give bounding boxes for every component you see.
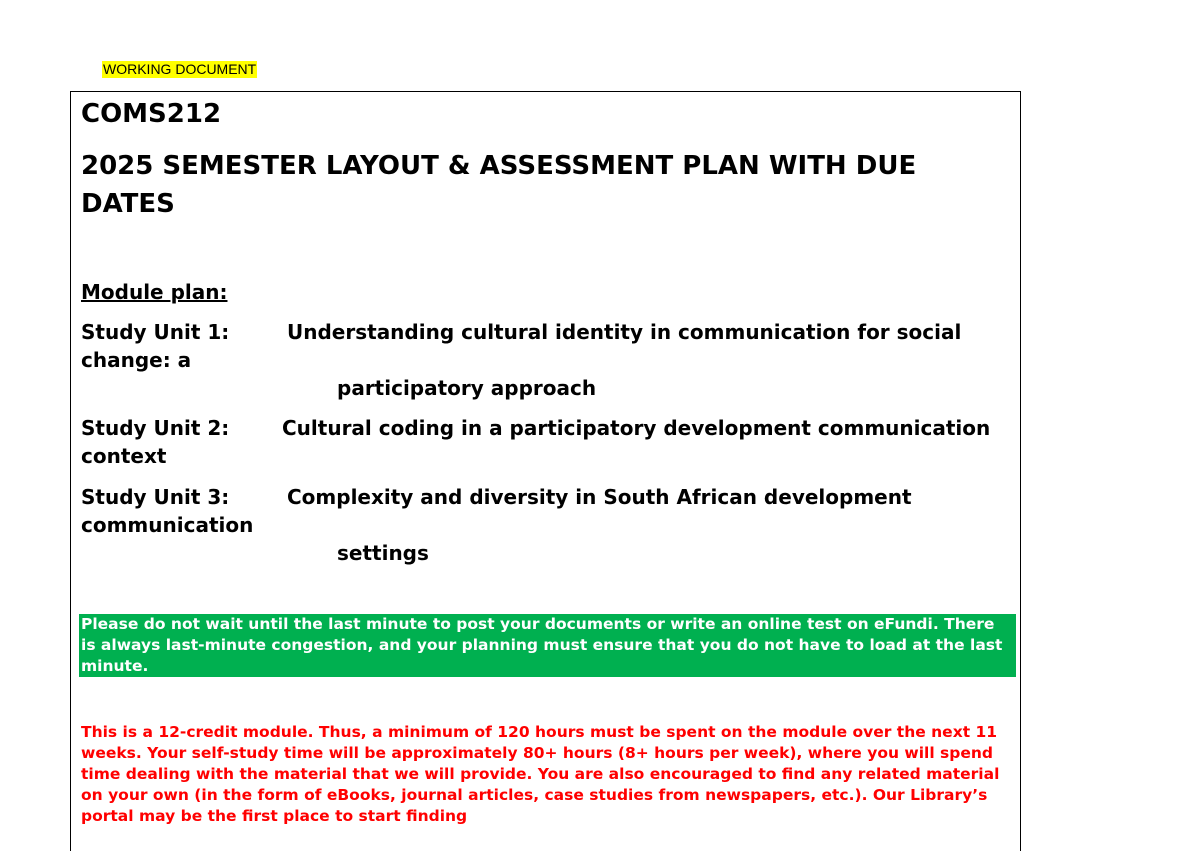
upload-warning-notice: Please do not wait until the last minute to post your documents or write an online test on eFundi. There is always last-minute congestion, and your planning must ensure that you do not have to load at the last minute. — [79, 614, 1016, 677]
study-unit-continuation: participatory approach — [337, 376, 597, 400]
study-unit-label: Study Unit 1: — [81, 320, 230, 344]
document-title: 2025 SEMESTER LAYOUT & ASSESSMENT PLAN WITH DUE DATES — [81, 151, 917, 219]
course-code: COMS212 — [81, 99, 222, 129]
working-document-label: WORKING DOCUMENT — [103, 61, 257, 77]
study-unit-label: Study Unit 3: — [81, 485, 230, 509]
credit-hours-note: This is a 12-credit module. Thus, a minimum of 120 hours must be spent on the module over the next 11 weeks. Your self-study time will be approximately 80+ hours (8+ hours per week), where you will spend time dealing with the material that we will provide. You are also encouraged to find any related material on your own (in the form of eBooks, journal articles, case studies from newspapers, etc.). Our Library’s portal may be the first place to start finding — [81, 723, 1000, 825]
study-unit-text: Cultural coding in a participatory development communication context — [81, 416, 991, 468]
document-frame — [70, 91, 1021, 851]
study-unit-text: Complexity and diversity in South African development communication — [81, 485, 912, 537]
study-unit-1 — [81, 318, 1016, 402]
study-unit-label: Study Unit 2: — [81, 416, 230, 440]
study-unit-2 — [81, 414, 1016, 470]
study-unit-continuation: settings — [337, 541, 429, 565]
module-plan-heading: Module plan: — [81, 280, 228, 304]
study-unit-text: Understanding cultural identity in communication for social change: a — [81, 320, 962, 372]
study-unit-3 — [81, 483, 1016, 567]
